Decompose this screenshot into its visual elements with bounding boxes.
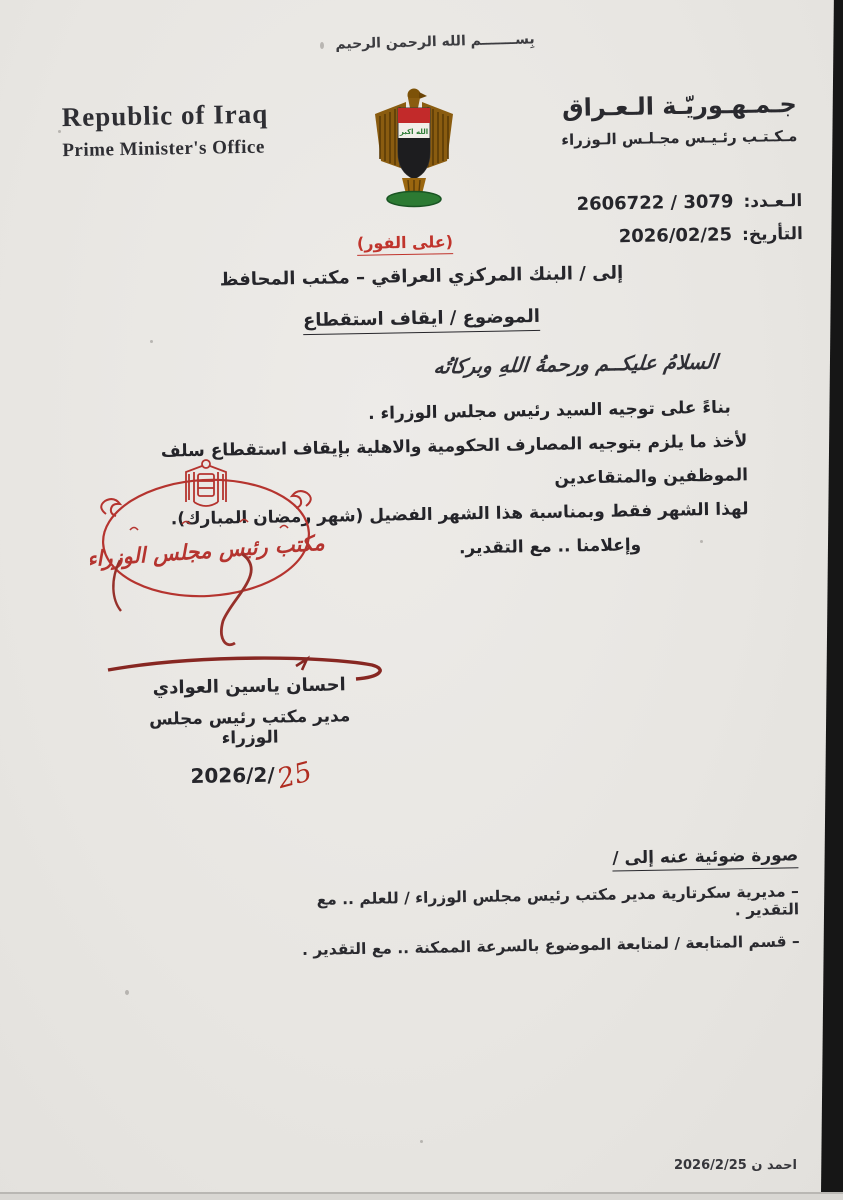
stamp-text: مكتب رئيس مجلس الوزراء [90, 530, 326, 572]
scan-speck [125, 990, 129, 995]
signature-date-printed: 2026/2/ [190, 762, 275, 789]
signature-block [117, 674, 383, 796]
english-header [61, 98, 312, 162]
ref-date-label: التأريخ: [742, 224, 804, 246]
addressee-line: إلى / البنك المركزي العراقي – مكتب المحافظ [219, 262, 624, 291]
ref-number-value: 2606722 / 3079 [576, 191, 735, 215]
scan-speck [150, 340, 153, 343]
copies-item: – مديرية سكرتارية مدير مكتب رئيس مجلس الوزراء / للعلم .. مع التقدير . [316, 882, 800, 920]
arabic-header [561, 90, 798, 149]
ref-date-value: 2026/02/25 [618, 224, 733, 248]
stamp-eagle-icon [186, 460, 226, 506]
scan-speck [420, 1140, 423, 1143]
subject-line: الموضوع / ايقاف استقطاع [0, 301, 843, 341]
signature-date [118, 756, 383, 796]
typist-name: احمد ن [751, 1158, 797, 1173]
emblem-base [387, 192, 441, 207]
signature-flourish [108, 554, 380, 679]
flag-shield [398, 108, 430, 179]
ref-date-row [577, 223, 803, 248]
body-line-2: لأخذ ما يلزم بتوجيه المصارف الحكومية والاهلية بإيقاف استقطاع سلف الموظفين والمتقاعدين [160, 431, 749, 489]
body-line-3: لهذا الشهر فقط وبمناسبة هذا الشهر الفضيل (شهر رمضان المبارك). [170, 499, 749, 530]
body-line-1: بناءً على توجيه السيد رئيس مجلس الوزراء . [367, 397, 731, 424]
scan-speck [58, 130, 61, 133]
scan-bottom-edge [0, 1192, 843, 1200]
signature-date-handwritten: 25 [273, 756, 316, 796]
copies-section [258, 845, 800, 959]
scan-right-edge [819, 0, 843, 1200]
arabic-header-subtitle: مـكـتـب رئـيـس مجـلـس الـوزراء [561, 126, 798, 150]
body-line-4: وإعلامنا .. مع التقدير. [458, 535, 642, 559]
signatory-name: احسان ياسين العوادي [152, 674, 346, 699]
signatory-title: مدير مكتب رئيس مجلس الوزراء [148, 706, 351, 749]
copies-item: – قسم المتابعة / لمتابعة الموضوع بالسرعة الممكنة .. مع التقدير . [301, 932, 800, 959]
svg-text:الله اكبر: الله اكبر [399, 128, 429, 136]
salutation-line: السلامُ عليكــم ورحمةُ اللهِ وبركاتُه [432, 349, 719, 379]
iraq-coat-of-arms-icon [368, 82, 460, 210]
office-stamp [90, 458, 402, 690]
ref-number-row [577, 190, 803, 215]
urgency-note: (على الفور) [338, 232, 472, 256]
reference-block [577, 190, 804, 260]
ref-number-label: الـعـدد: [743, 191, 803, 213]
typist-date: 2026/2/25 [673, 1158, 747, 1173]
arabic-header-title: جـمـهـوريّـة الـعـراق [561, 89, 797, 123]
copies-header: صورة ضوئية عنه إلى / [258, 845, 798, 877]
english-header-subtitle: Prime Minister's Office [62, 136, 265, 162]
stamp-diacritics [130, 520, 288, 531]
bismillah-calligraphy: بِســـــــم الله الرحمن الرحيم [335, 31, 535, 53]
english-header-title: Republic of Iraq [61, 98, 269, 133]
typist-note [674, 1158, 797, 1173]
